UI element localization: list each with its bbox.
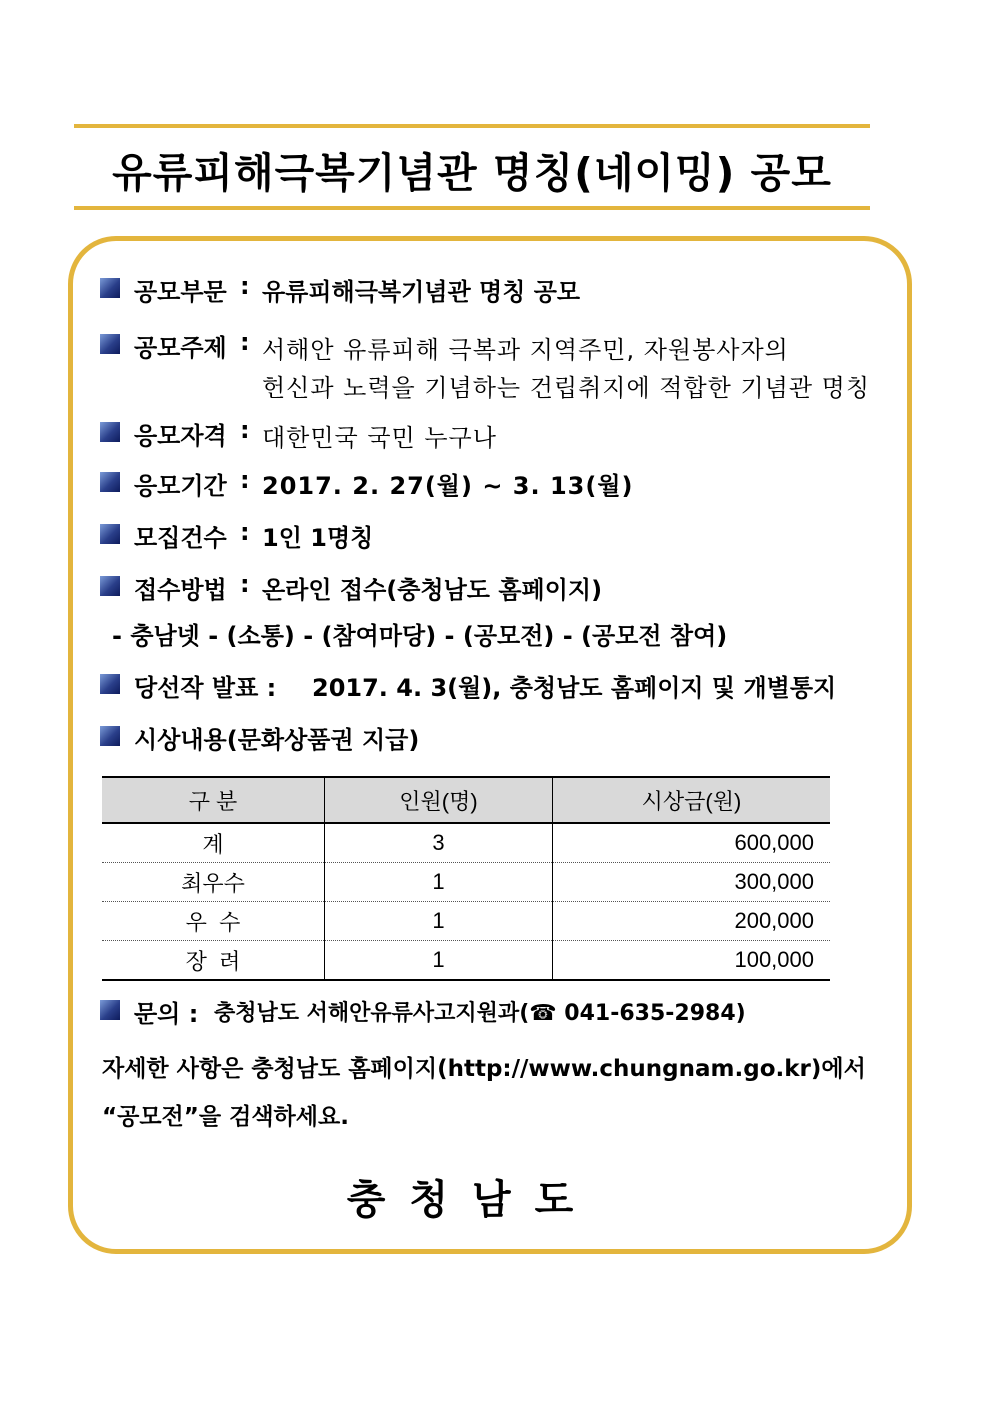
note-line-2: “공모전”을 검색하세요.: [102, 1104, 349, 1130]
item-value-eligibility: 대한민국 국민 누구나: [262, 424, 497, 452]
table-row: [102, 902, 830, 941]
announce-label: 당선작 발표 :: [134, 674, 277, 702]
bullet-icon: [100, 472, 120, 492]
table-row: [102, 823, 830, 863]
cell-persons: 1: [325, 902, 553, 941]
prize-table: [102, 776, 830, 981]
signature: 충청남도: [346, 1177, 598, 1223]
cell-category: 장 려: [102, 941, 325, 981]
cell-category: 우 수: [102, 902, 325, 941]
cell-persons: 1: [325, 941, 553, 981]
item-value-method: 온라인 접수(충청남도 홈페이지): [262, 576, 603, 604]
note-line-1: 자세한 사항은 충청남도 홈페이지(http://www.chungnam.go.kr)에서: [102, 1056, 866, 1082]
bullet-icon: [100, 422, 120, 442]
bullet-icon: [100, 278, 120, 298]
item-label-method: 접수방법: [134, 576, 227, 604]
contact-value: 충청남도 서해안유류사고지원과(☎ 041-635-2984): [214, 1001, 746, 1026]
item-value-theme-line2: 헌신과 노력을 기념하는 건립취지에 적합한 기념관 명칭: [262, 374, 871, 402]
item-value-count: 1인 1명칭: [262, 524, 374, 552]
award-heading: 시상내용(문화상품권 지급): [134, 726, 420, 754]
cell-persons: 3: [325, 823, 553, 863]
item-label-count: 모집건수: [134, 524, 227, 552]
item-label-eligibility: 응모자격: [134, 422, 227, 450]
top-rule: [74, 124, 870, 128]
item-label-section: 공모부문: [134, 278, 227, 306]
colon: :: [240, 416, 250, 444]
header-category: 구 분: [102, 777, 325, 823]
cell-category: 계: [102, 823, 325, 863]
cell-prize: 300,000: [553, 863, 831, 902]
bullet-icon: [100, 674, 120, 694]
cell-prize: 100,000: [553, 941, 831, 981]
announce-value: 2017. 4. 3(월), 충청남도 홈페이지 및 개별통지: [312, 674, 837, 702]
table-row: [102, 863, 830, 902]
contact-label: 문의 :: [134, 1000, 199, 1028]
bullet-icon: [100, 576, 120, 596]
colon: :: [240, 466, 250, 494]
submission-path: - 충남넷 - (소통) - (참여마당) - (공모전) - (공모전 참여): [112, 622, 728, 650]
item-label-theme: 공모주제: [134, 334, 227, 362]
bullet-icon: [100, 334, 120, 354]
cell-category: 최우수: [102, 863, 325, 902]
colon: :: [240, 272, 250, 300]
bullet-icon: [100, 1000, 120, 1020]
cell-prize: 200,000: [553, 902, 831, 941]
bottom-rule: [74, 206, 870, 210]
colon: :: [240, 328, 250, 356]
cell-prize: 600,000: [553, 823, 831, 863]
item-label-period: 응모기간: [134, 472, 227, 500]
bullet-icon: [100, 726, 120, 746]
bullet-icon: [100, 524, 120, 544]
item-value-theme: 서해안 유류피해 극복과 지역주민, 자원봉사자의: [262, 336, 789, 364]
header-persons: 인원(명): [325, 777, 553, 823]
colon: :: [240, 518, 250, 546]
item-value-section: 유류피해극복기념관 명칭 공모: [262, 278, 581, 306]
page-title: 유류피해극복기념관 명칭(네이밍) 공모: [112, 149, 832, 197]
item-value-period: 2017. 2. 27(월) ~ 3. 13(월): [262, 472, 634, 500]
header-prize: 시상금(원): [553, 777, 831, 823]
cell-persons: 1: [325, 863, 553, 902]
table-row: [102, 941, 830, 981]
table-header-row: [102, 777, 830, 823]
colon: :: [240, 570, 250, 598]
